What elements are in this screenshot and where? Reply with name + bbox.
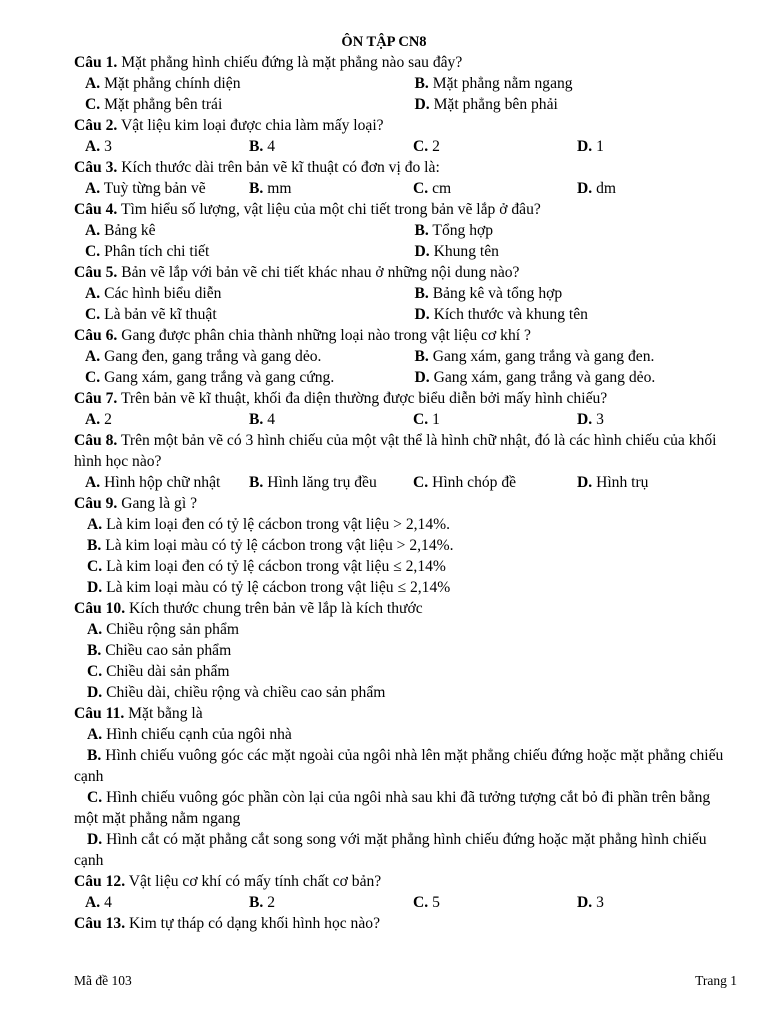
question-text: Gang là gì ? (117, 495, 198, 512)
question-text: Trên bản vẽ kĩ thuật, khối đa diện thường được biểu diễn bởi mấy hình chiếu? (117, 390, 608, 407)
question-text: Bản vẽ lắp với bản vẽ chi tiết khác nhau ở những nội dung nào? (117, 264, 520, 281)
question-text: Kích thước dài trên bản vẽ kĩ thuật có đơn vị đo là: (117, 159, 440, 176)
question-6 (74, 325, 736, 346)
question-3 (74, 157, 736, 178)
question-text: Gang được phân chia thành những loại nào trong vật liệu cơ khí ? (117, 327, 531, 344)
question-number: Câu 11. (74, 705, 125, 722)
option-a: A. Mặt phẳng chính diện (85, 75, 241, 92)
options-11 (74, 724, 736, 871)
question-text: Vật liệu kim loại được chia làm mấy loại? (117, 117, 384, 134)
options-1 (74, 73, 736, 115)
option-d: D. Hình cắt có mặt phẳng cắt song song với mặt phẳng hình chiếu đứng hoặc mặt phẳng hình chiếu cạnh (74, 831, 707, 869)
option-b: B. Bảng kê và tổng hợp (414, 285, 563, 302)
question-number: Câu 9. (74, 495, 118, 512)
option-b: B. Gang xám, gang trắng và gang đen. (414, 348, 655, 365)
options-5 (74, 283, 736, 325)
question-number: Câu 4. (74, 201, 118, 218)
question-number: Câu 12. (74, 873, 126, 890)
question-number: Câu 5. (74, 264, 118, 281)
question-2 (74, 115, 736, 136)
option-c: C. Là kim loại đen có tỷ lệ cácbon trong vật liệu ≤ 2,14% (87, 558, 446, 575)
options-4 (74, 220, 736, 262)
question-number: Câu 13. (74, 915, 126, 932)
option-c: C. cm (413, 180, 452, 197)
options-7 (74, 409, 736, 430)
question-7 (74, 388, 736, 409)
question-number: Câu 2. (74, 117, 118, 134)
question-13 (74, 913, 736, 934)
question-10 (74, 598, 736, 619)
question-text: Mặt bằng là (124, 705, 203, 722)
option-a: A. Bảng kê (85, 222, 156, 239)
option-c: C. Chiều dài sản phẩm (87, 663, 230, 680)
option-b: B. Hình lăng trụ đều (249, 474, 377, 491)
question-5 (74, 262, 736, 283)
options-8 (74, 472, 736, 493)
question-text: Trên một bản vẽ có 3 hình chiếu của một vật thể là hình chữ nhật, đó là các hình chiếu của khối hình học nào? (74, 432, 717, 470)
option-c: C. Phân tích chi tiết (85, 243, 210, 260)
question-list (74, 52, 736, 934)
option-d: D. 1 (577, 138, 604, 155)
option-a: A. 3 (85, 138, 112, 155)
question-number: Câu 10. (74, 600, 126, 617)
option-d: D. Gang xám, gang trắng và gang dẻo. (414, 369, 656, 386)
option-d: D. Khung tên (414, 243, 499, 260)
option-d: D. Hình trụ (577, 474, 649, 491)
option-a: A. Hình hộp chữ nhật (85, 474, 221, 491)
option-b: B. mm (249, 180, 292, 197)
option-c: C. Mặt phẳng bên trái (85, 96, 223, 113)
options-12 (74, 892, 736, 913)
option-a: A. Tuỳ từng bản vẽ (85, 180, 206, 197)
page-number: Trang 1 (695, 973, 737, 988)
question-number: Câu 7. (74, 390, 118, 407)
option-b: B. Chiều cao sản phẩm (87, 642, 232, 659)
question-4 (74, 199, 736, 220)
option-b: B. Tổng hợp (414, 222, 494, 239)
option-c: C. Hình chóp đề (413, 474, 517, 491)
option-c: C. Hình chiếu vuông góc phần còn lại của ngôi nhà sau khi đã tưởng tượng cắt bỏ đi phần trên bằng một mặt phẳng nằm ngang (74, 789, 711, 827)
options-9 (74, 514, 736, 598)
option-a: A. Hình chiếu cạnh của ngôi nhà (87, 726, 292, 743)
option-b: B. Là kim loại màu có tỷ lệ cácbon trong vật liệu > 2,14%. (87, 537, 454, 554)
option-d: D. Chiều dài, chiều rộng và chiều cao sản phẩm (87, 684, 386, 701)
option-c: C. 1 (413, 411, 440, 428)
option-c: C. Gang xám, gang trắng và gang cứng. (85, 369, 335, 386)
question-12 (74, 871, 736, 892)
question-number: Câu 8. (74, 432, 118, 449)
option-d: D. 3 (577, 411, 604, 428)
question-number: Câu 3. (74, 159, 118, 176)
option-b: B. 4 (249, 411, 276, 428)
question-text: Vật liệu cơ khí có mấy tính chất cơ bản? (125, 873, 382, 890)
question-number: Câu 6. (74, 327, 118, 344)
option-b: B. Mặt phẳng nằm ngang (414, 75, 573, 92)
option-c: C. 5 (413, 894, 440, 911)
question-text: Mặt phẳng hình chiếu đứng là mặt phẳng nào sau đây? (117, 54, 463, 71)
option-d: D. Mặt phẳng bên phải (414, 96, 558, 113)
question-text: Kích thước chung trên bản vẽ lắp là kích thước (125, 600, 423, 617)
option-d: D. 3 (577, 894, 604, 911)
question-text: Kim tự tháp có dạng khối hình học nào? (125, 915, 380, 932)
question-1 (74, 52, 736, 73)
question-8 (74, 430, 736, 472)
question-text: Tìm hiểu số lượng, vật liệu của một chi tiết trong bản vẽ lắp ở đâu? (117, 201, 541, 218)
options-6 (74, 346, 736, 388)
question-9 (74, 493, 736, 514)
option-b: B. 4 (249, 138, 276, 155)
question-number: Câu 1. (74, 54, 118, 71)
option-c: C. 2 (413, 138, 440, 155)
options-3 (74, 178, 736, 199)
option-a: A. 4 (85, 894, 112, 911)
options-10 (74, 619, 736, 703)
option-d: D. Là kim loại màu có tỷ lệ cácbon trong vật liệu ≤ 2,14% (87, 579, 451, 596)
page-title: ÔN TẬP CN8 (341, 34, 427, 50)
option-a: A. 2 (85, 411, 112, 428)
option-b: B. 2 (249, 894, 276, 911)
option-a: A. Gang đen, gang trắng và gang dẻo. (85, 348, 322, 365)
option-a: A. Các hình biểu diễn (85, 285, 222, 302)
options-2 (74, 136, 736, 157)
exam-code: Mã đề 103 (74, 973, 132, 988)
option-d: D. dm (577, 180, 616, 197)
option-c: C. Là bản vẽ kĩ thuật (85, 306, 217, 323)
option-d: D. Kích thước và khung tên (414, 306, 588, 323)
question-11 (74, 703, 736, 724)
option-a: A. Là kim loại đen có tỷ lệ cácbon trong vật liệu > 2,14%. (87, 516, 451, 533)
option-a: A. Chiều rộng sản phẩm (87, 621, 240, 638)
option-b: B. Hình chiếu vuông góc các mặt ngoài của ngôi nhà lên mặt phẳng chiếu đứng hoặc mặt phẳng chiếu cạnh (74, 747, 724, 785)
